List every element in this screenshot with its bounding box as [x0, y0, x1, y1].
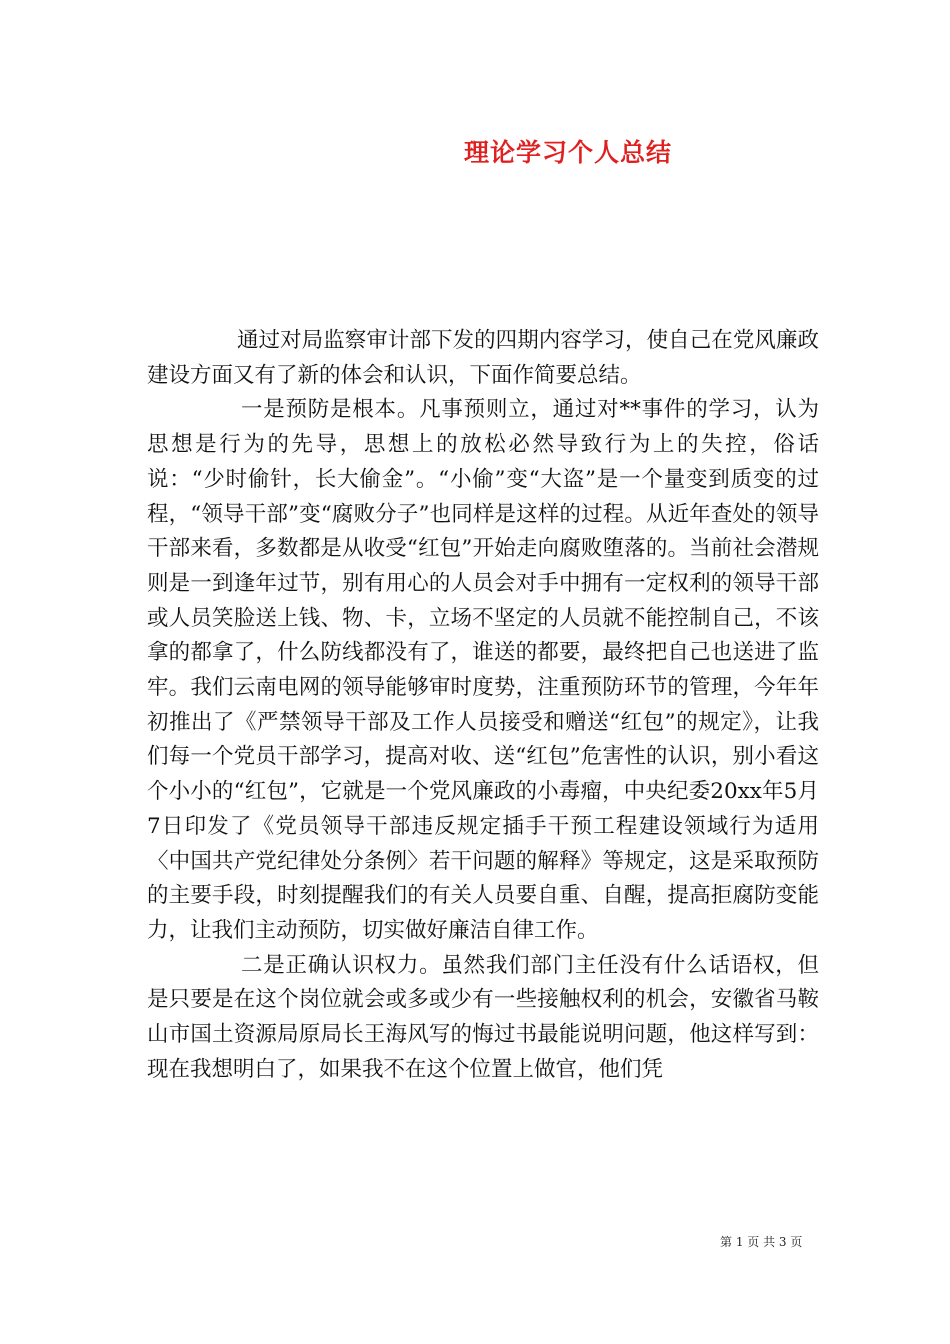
paragraph-power: 二是正确认识权力。虽然我们部门主任没有什么话语权，但是只要是在这个岗位就会或多或少有一些接触权利的机会，安徽省马鞍山市国土资源局原局长王海风写的悔过书最能说明问题，他这样写到：现在我想明白了，如果我不在这个位置上做官，他们凭 — [147, 952, 819, 1082]
paragraph-intro: 通过对局监察审计部下发的四期内容学习，使自己在党风廉政建设方面又有了新的体会和认识，下面作简要总结。 — [147, 328, 819, 388]
page-number-footer: 第 1 页 共 3 页 — [720, 1235, 803, 1249]
document-body — [147, 324, 819, 1087]
paragraph-prevention: 一是预防是根本。凡事预则立，通过对**事件的学习，认为思想是行为的先导，思想上的放松必然导致行为上的失控，俗话说：“少时偷针，长大偷金”。“小偷”变“大盗”是一个量变到质变的过程，“领导干部”变“腐败分子”也同样是这样的过程。从近年查处的领导干部来看，多数都是从收受“红包”开始走向腐败堕落的。当前社会潜规则是一到逢年过节，别有用心的人员会对手中拥有一定权利的领导干部或人员笑脸送上钱、物、卡，立场不坚定的人员就不能控制自己，不该拿的都拿了，什么防线都没有了，谁送的都要，最终把自己也送进了监牢。我们云南电网的领导能够审时度势，注重预防环节的管理，今年年初推出了《严禁领导干部及工作人员接受和赠送“红包”的规定》，让我们每一个党员干部学习，提高对收、送“红包”危害性的认识，别小看这个小小的“红包”，它就是一个党风廉政的小毒瘤，中央纪委20xx年5月7日印发了《党员领导干部违反规定插手干预工程建设领域行为适用〈中国共产党纪律处分条例〉若干问题的解释》等规定，这是采取预防的主要手段，时刻提醒我们的有关人员要自重、自醒，提高拒腐防变能力，让我们主动预防，切实做好廉洁自律工作。 — [147, 397, 819, 943]
page-title: 理论学习个人总结 — [463, 138, 672, 167]
